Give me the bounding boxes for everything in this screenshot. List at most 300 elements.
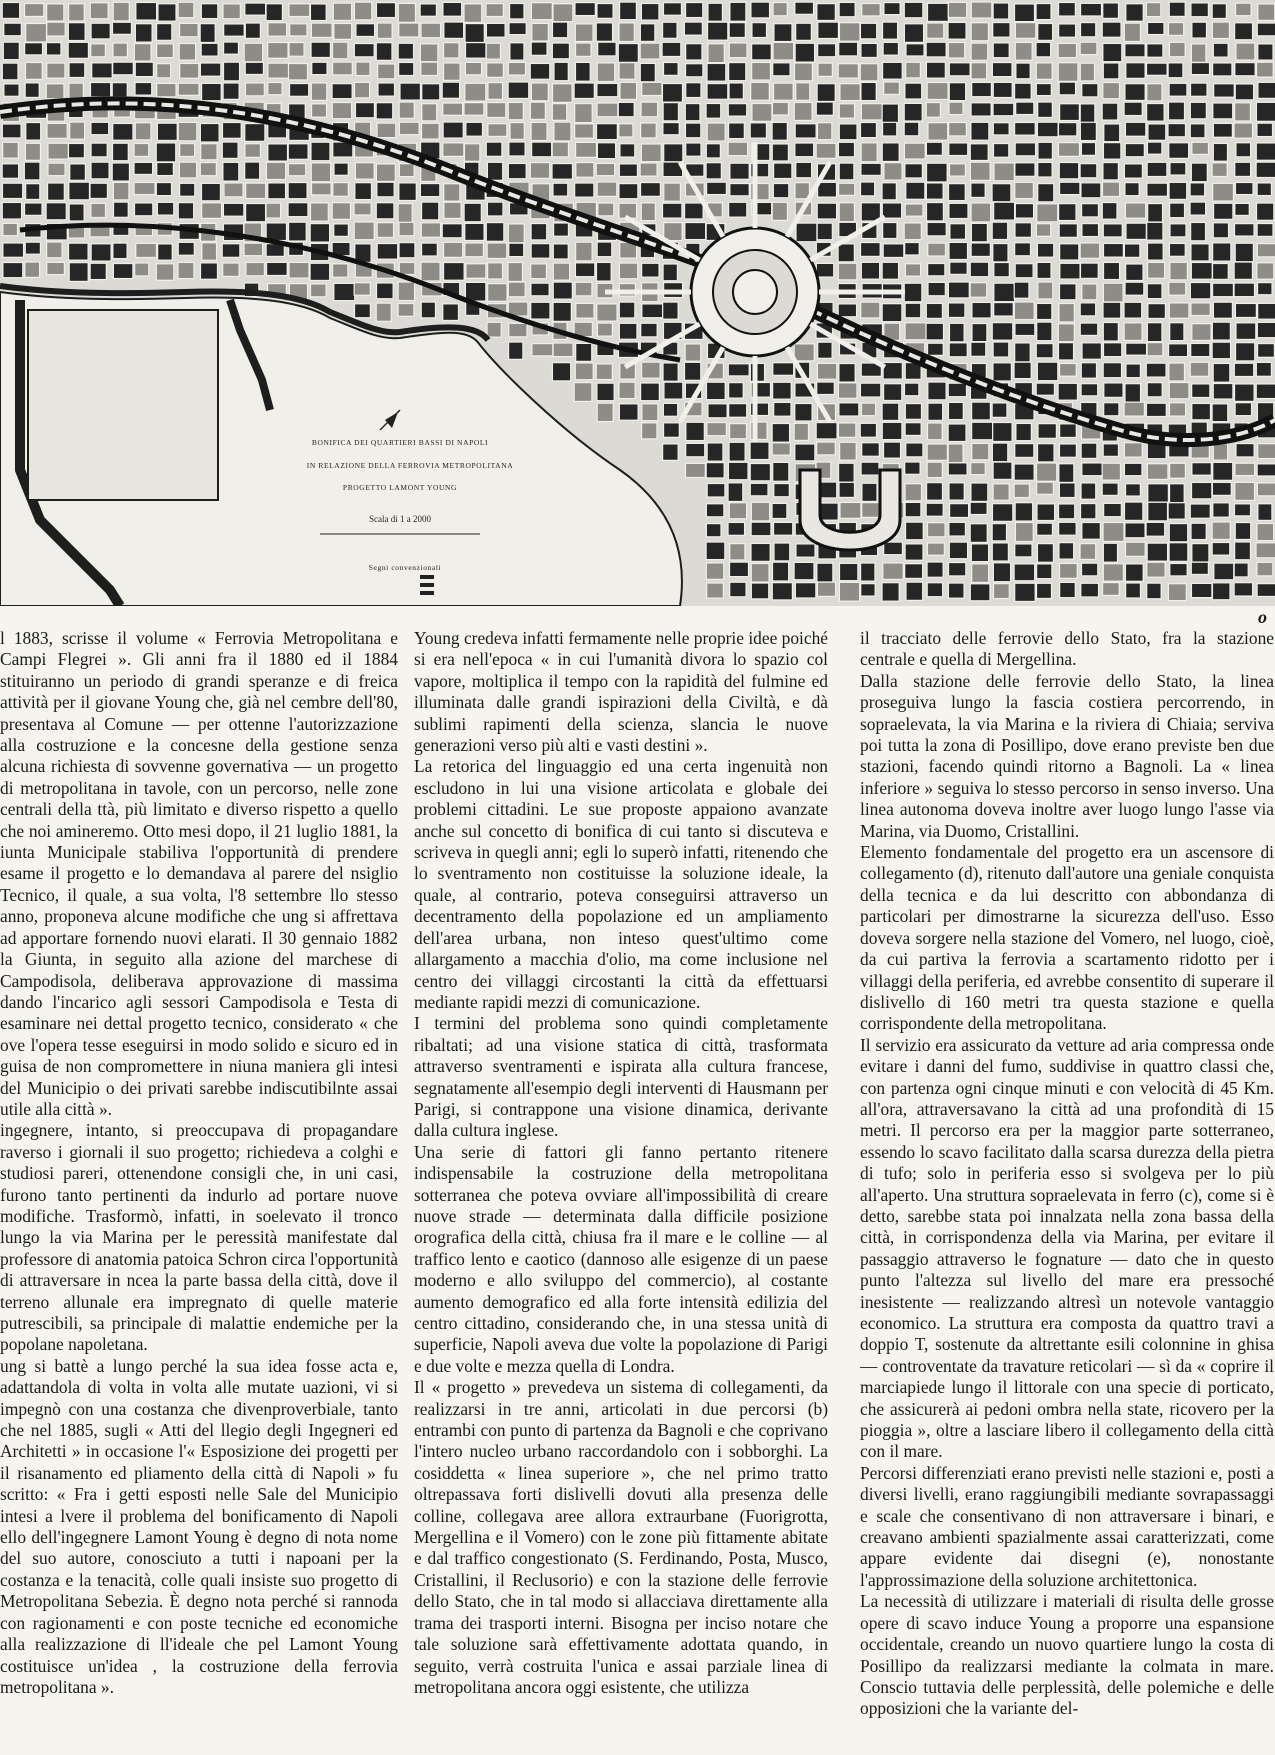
- city-block: [1190, 283, 1210, 299]
- city-block: [992, 504, 1012, 522]
- city-block: [618, 102, 634, 116]
- city-block: [750, 483, 768, 495]
- city-block: [882, 262, 898, 279]
- city-block: [708, 22, 728, 40]
- city-block: [1170, 463, 1186, 478]
- city-block: [134, 162, 153, 174]
- city-block: [1125, 203, 1145, 218]
- city-block: [334, 23, 352, 39]
- city-block: [1059, 504, 1075, 519]
- city-block: [992, 543, 1008, 561]
- city-block: [994, 144, 1009, 158]
- city-block: [993, 43, 1009, 58]
- city-block: [619, 263, 637, 279]
- city-block: [1081, 443, 1097, 458]
- city-block: [2, 2, 19, 18]
- city-block: [47, 63, 65, 78]
- city-block: [795, 43, 814, 62]
- city-block: [838, 244, 854, 262]
- city-block: [531, 3, 552, 20]
- city-block: [290, 84, 309, 97]
- city-block: [552, 142, 568, 157]
- city-block: [444, 184, 460, 201]
- city-block: [508, 82, 529, 98]
- city-block: [686, 44, 702, 60]
- city-block: [576, 303, 594, 318]
- city-block: [288, 144, 308, 160]
- city-block: [575, 62, 590, 81]
- city-block: [861, 462, 879, 475]
- city-block: [597, 182, 617, 196]
- city-block: [1169, 344, 1188, 357]
- city-block: [838, 304, 856, 317]
- city-block: [69, 63, 85, 78]
- city-block: [135, 123, 151, 140]
- city-block: [442, 82, 459, 98]
- city-block: [310, 224, 329, 242]
- city-block: [1235, 542, 1251, 560]
- city-block: [906, 44, 924, 56]
- city-block: [1146, 403, 1166, 416]
- city-block: [91, 143, 107, 157]
- city-block: [3, 263, 23, 278]
- city-block: [970, 524, 987, 543]
- city-block: [596, 163, 614, 175]
- city-block: [904, 143, 925, 159]
- city-block: [1082, 343, 1101, 359]
- city-block: [246, 183, 266, 198]
- city-block: [1125, 384, 1141, 403]
- city-block: [1058, 43, 1076, 57]
- city-block: [706, 382, 725, 399]
- city-block: [926, 103, 940, 118]
- city-block: [926, 62, 945, 78]
- city-block: [839, 183, 855, 195]
- city-block: [948, 463, 967, 475]
- city-block: [1014, 362, 1031, 378]
- city-block: [1103, 543, 1117, 562]
- city-block: [1125, 122, 1145, 136]
- city-block: [47, 123, 67, 138]
- city-block: [1146, 3, 1160, 17]
- city-block: [1191, 222, 1206, 240]
- city-block: [992, 524, 1006, 541]
- city-block: [993, 3, 1009, 19]
- city-block: [1080, 243, 1100, 258]
- city-block: [1014, 282, 1029, 298]
- city-block: [1102, 182, 1119, 196]
- paragraph: Una serie di fattori gli fanno pertanto ritenere indispensabile la costruzione della metropolitana sotterranea che poteva ovviare all'impossibilità di creare nuove strade — determinata dalla difficile posizione orografica della città, chiusa fra il mare e le colline — al traffico lento e caotico (dannoso alle esigenze di un paese moderno e allo sviluppo del commercio), al costante aumento demografico ed alla forte intensità edilizia del centro cittadino, considerando che, in una stessa unità di superficie, Napoli aveva due volte la popolazione di Parigi e due volte e mezza quella di Londra.: [414, 1141, 828, 1376]
- city-block: [685, 203, 704, 219]
- city-block: [355, 304, 371, 318]
- city-block: [751, 563, 769, 581]
- city-block: [376, 43, 392, 61]
- city-block: [949, 63, 970, 76]
- city-block: [642, 304, 663, 318]
- city-block: [1058, 324, 1074, 342]
- city-block: [1059, 2, 1076, 16]
- city-block: [333, 142, 353, 157]
- city-block: [993, 563, 1010, 582]
- city-block: [1037, 122, 1058, 137]
- city-block: [1082, 204, 1099, 217]
- city-block: [904, 24, 923, 43]
- city-block: [882, 104, 898, 123]
- city-block: [554, 122, 571, 141]
- city-block: [1102, 22, 1121, 37]
- city-block: [25, 83, 39, 98]
- city-block: [860, 423, 876, 437]
- city-block: [223, 203, 243, 216]
- city-block: [202, 83, 222, 100]
- city-block: [1081, 483, 1096, 499]
- city-block: [796, 544, 815, 557]
- city-block: [266, 223, 286, 241]
- city-block: [575, 3, 595, 16]
- city-block: [949, 542, 967, 559]
- city-block: [1014, 484, 1029, 498]
- city-block: [575, 104, 593, 123]
- city-block: [1124, 164, 1142, 178]
- city-block: [288, 203, 308, 217]
- city-block: [883, 62, 903, 79]
- harbor-basin: [28, 310, 218, 500]
- city-block: [619, 323, 637, 339]
- city-block: [531, 244, 550, 259]
- city-block: [971, 544, 988, 562]
- city-block: [25, 203, 42, 215]
- city-block: [421, 302, 435, 318]
- city-block: [1060, 284, 1077, 300]
- city-block: [1037, 303, 1052, 319]
- city-block: [1169, 543, 1188, 562]
- city-block: [1059, 204, 1076, 221]
- city-block: [993, 462, 1012, 479]
- city-block: [135, 263, 149, 276]
- city-block: [422, 243, 438, 256]
- city-block: [862, 483, 877, 501]
- city-block: [1257, 203, 1274, 220]
- scale-label: Scala di 1 a 2000: [369, 514, 431, 524]
- city-block: [157, 123, 177, 140]
- city-block: [333, 183, 348, 197]
- city-block: [707, 63, 726, 81]
- city-block: [157, 163, 174, 176]
- city-block: [1015, 163, 1035, 176]
- city-block: [774, 83, 794, 100]
- city-block: [47, 262, 65, 274]
- city-block: [663, 444, 679, 460]
- city-block: [752, 104, 772, 122]
- city-block: [663, 264, 677, 281]
- city-block: [1038, 102, 1053, 117]
- city-block: [641, 102, 658, 117]
- city-block: [377, 23, 392, 38]
- city-block: [905, 164, 922, 178]
- city-block: [948, 383, 966, 396]
- city-block: [774, 484, 790, 497]
- city-block: [576, 142, 597, 157]
- city-block: [926, 42, 946, 57]
- city-block: [70, 122, 85, 139]
- city-block: [91, 203, 106, 217]
- city-block: [750, 442, 769, 459]
- city-block: [178, 262, 194, 278]
- city-block: [948, 184, 965, 201]
- city-block: [663, 363, 678, 381]
- city-block: [1169, 182, 1187, 199]
- city-block: [1169, 524, 1187, 542]
- city-block: [1234, 363, 1253, 376]
- city-block: [1081, 23, 1096, 37]
- city-block: [90, 82, 110, 96]
- city-block: [1168, 102, 1184, 120]
- city-block: [268, 23, 287, 36]
- city-block: [1213, 263, 1229, 279]
- city-block: [1016, 102, 1034, 114]
- city-block: [794, 423, 808, 440]
- city-block: [1256, 384, 1275, 399]
- city-block: [1015, 83, 1032, 99]
- city-block: [2, 63, 18, 80]
- city-block: [311, 23, 332, 37]
- city-block: [972, 82, 992, 96]
- city-block: [1081, 143, 1095, 156]
- city-block: [884, 163, 902, 180]
- city-block: [993, 23, 1010, 38]
- city-block: [750, 464, 770, 481]
- city-block: [464, 144, 479, 161]
- city-block: [135, 24, 152, 42]
- city-block: [1124, 102, 1142, 115]
- city-block: [354, 2, 371, 20]
- city-block: [1015, 143, 1035, 156]
- city-block: [113, 182, 129, 199]
- city-block: [640, 24, 655, 42]
- city-block: [1103, 583, 1120, 596]
- city-block: [926, 142, 942, 155]
- city-block: [1191, 63, 1209, 75]
- city-block: [112, 163, 129, 181]
- city-block: [201, 263, 218, 279]
- city-block: [992, 63, 1012, 77]
- city-block: [1081, 504, 1096, 519]
- city-block: [641, 183, 661, 197]
- city-block: [772, 424, 789, 443]
- city-block: [422, 104, 437, 121]
- city-block: [1258, 344, 1275, 358]
- city-block: [486, 43, 500, 59]
- city-block: [553, 4, 573, 22]
- city-block: [928, 403, 943, 420]
- city-block: [1192, 482, 1212, 498]
- city-block: [596, 364, 612, 380]
- city-block: [685, 362, 701, 380]
- city-block: [488, 124, 507, 137]
- city-block: [686, 3, 703, 18]
- city-block: [1170, 484, 1185, 503]
- city-block: [795, 124, 816, 138]
- city-block: [1212, 22, 1229, 38]
- city-block: [222, 142, 238, 158]
- city-block: [1170, 203, 1185, 218]
- city-block: [927, 562, 943, 577]
- city-block: [796, 83, 810, 101]
- city-block: [686, 143, 701, 156]
- city-block: [926, 323, 943, 340]
- city-block: [311, 163, 330, 182]
- city-block: [1103, 243, 1123, 257]
- city-block: [795, 183, 810, 199]
- city-block: [1082, 84, 1098, 97]
- city-block: [1015, 503, 1032, 521]
- city-block: [816, 423, 837, 439]
- city-block: [442, 224, 462, 238]
- city-block: [1015, 223, 1031, 238]
- city-block: [949, 242, 968, 259]
- city-block: [355, 163, 374, 179]
- city-block: [971, 122, 989, 140]
- city-block: [1191, 163, 1207, 182]
- city-block: [1080, 303, 1095, 316]
- city-block: [312, 183, 332, 195]
- city-block: [905, 204, 923, 216]
- city-block: [465, 223, 484, 240]
- city-block: [970, 584, 990, 601]
- city-block: [926, 503, 943, 516]
- city-block: [686, 443, 705, 456]
- city-block: [156, 143, 176, 162]
- city-block: [1258, 504, 1272, 521]
- city-block: [1038, 444, 1054, 462]
- city-block: [531, 264, 547, 279]
- paragraph: I termini del problema sono quindi completamente ribaltati; ad una visione statica di città, trasformata attraverso sventramenti e ispirata alla cultura francese, segnatamente all'esempio degli interventi di Hausmann per Parigi, si contrappone una visione dinamica, derivante dalla cultura inglese.: [414, 1013, 828, 1141]
- city-block: [640, 63, 655, 81]
- city-block: [1016, 63, 1030, 79]
- city-block: [201, 144, 217, 160]
- city-block: [575, 282, 592, 296]
- city-block: [1147, 222, 1163, 240]
- city-block: [949, 143, 968, 156]
- city-block: [883, 563, 903, 579]
- city-block: [1148, 22, 1164, 34]
- city-block: [706, 463, 724, 478]
- city-block: [883, 244, 904, 258]
- city-block: [333, 62, 353, 75]
- city-block: [355, 82, 370, 97]
- city-block: [817, 442, 836, 455]
- city-block: [860, 122, 876, 137]
- city-block: [26, 184, 40, 200]
- city-block: [663, 302, 678, 319]
- city-block: [531, 122, 547, 140]
- city-block: [706, 144, 720, 158]
- city-block: [970, 502, 987, 514]
- city-block: [1060, 563, 1078, 578]
- city-block: [1103, 143, 1120, 160]
- city-block: [597, 403, 613, 421]
- city-block: [1256, 102, 1275, 121]
- city-block: [1036, 4, 1051, 20]
- city-block: [1059, 24, 1076, 37]
- city-block: [200, 24, 215, 43]
- city-block: [684, 22, 702, 35]
- city-block: [730, 544, 745, 560]
- city-block: [861, 584, 875, 596]
- city-block: [1147, 343, 1163, 356]
- city-block: [421, 223, 440, 237]
- city-block: [1147, 84, 1162, 101]
- city-block: [729, 202, 747, 217]
- city-block: [992, 184, 1011, 202]
- city-block: [69, 263, 88, 282]
- city-block: [224, 62, 240, 81]
- city-block: [268, 63, 289, 78]
- city-block: [576, 43, 591, 56]
- city-block: [311, 42, 330, 57]
- city-block: [1126, 4, 1143, 21]
- city-block: [47, 22, 65, 36]
- city-block: [135, 62, 153, 76]
- city-block: [971, 43, 988, 60]
- city-block: [113, 264, 133, 279]
- city-block: [69, 4, 85, 21]
- city-block: [948, 22, 966, 39]
- city-block: [157, 44, 174, 58]
- city-block: [1190, 124, 1205, 138]
- city-block: [245, 3, 266, 15]
- city-block: [728, 462, 748, 479]
- city-block: [1059, 464, 1074, 483]
- city-block: [464, 203, 481, 221]
- city-block: [751, 543, 770, 561]
- city-block: [398, 43, 413, 59]
- city-block: [68, 42, 88, 58]
- city-block: [267, 262, 288, 275]
- city-block: [90, 263, 106, 279]
- city-block: [1258, 283, 1272, 295]
- city-block: [838, 263, 857, 280]
- city-block: [708, 44, 724, 63]
- city-block: [794, 102, 812, 120]
- city-block: [575, 263, 594, 277]
- city-block: [1103, 63, 1119, 79]
- city-block: [400, 83, 420, 100]
- city-block: [728, 522, 745, 535]
- city-block: [1036, 344, 1053, 358]
- city-block: [1212, 542, 1230, 555]
- city-block: [663, 403, 677, 416]
- city-block: [904, 223, 921, 240]
- city-block: [1192, 384, 1210, 398]
- city-block: [927, 222, 946, 235]
- city-block: [707, 123, 725, 141]
- city-block: [597, 383, 614, 400]
- city-block: [839, 364, 855, 382]
- city-block: [444, 263, 465, 281]
- city-block: [444, 242, 463, 257]
- city-block: [1168, 584, 1186, 601]
- city-block: [332, 203, 350, 220]
- paragraph: Il « progetto » prevedeva un sistema di collegamenti, da realizzarsi in tre anni, articolati in due percorsi (b) entrambi con punto di partenza da Bagnoli e che coprivano l'intero nucleo urbano raccordandolo con i sobborghi. La cosiddetta « linea superiore », che nel primo tratto oltrepassava forti dislivelli dovuti alla presenza delle colline, collegava aree allora extraurbane (Fuorigrotta, Mergellina e il Vomero) con le zone più fittamente abitate e dal traffico congestionato (S. Ferdinando, Posta, Musco, Cristallini, il Reclusorio) e con la stazione delle ferrovie dello Stato, che in tal modo si allacciava direttamente alla trama dei trasporti interni. Bisogna per inciso notare che tale soluzione sarà effettivamente adottata quando, in seguito, verrà costruita l'unica e assai parziale linea di metropolitana ancora oggi esistente, che utilizza: [414, 1377, 828, 1697]
- city-block: [113, 43, 127, 57]
- city-block: [1235, 303, 1256, 317]
- city-block: [664, 63, 679, 76]
- city-block: [465, 62, 481, 74]
- city-block: [266, 162, 285, 179]
- city-block: [25, 262, 40, 277]
- city-block: [1257, 224, 1273, 237]
